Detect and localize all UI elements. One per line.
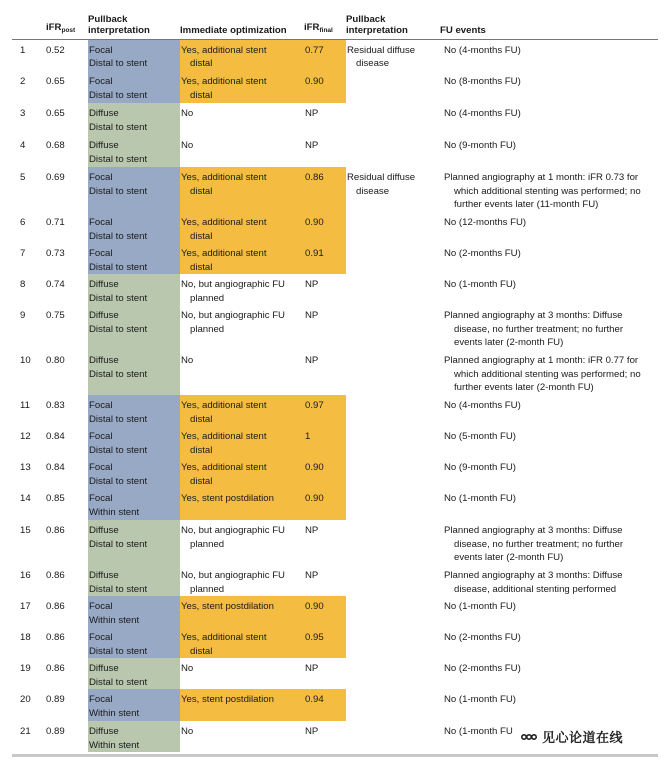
header-ifr-post-sub: post <box>61 26 76 34</box>
fu-events-text: No (2-months FU) <box>444 663 521 674</box>
fu-events-text: No (1-month FU) <box>444 694 516 705</box>
pullback-pattern: Focal <box>89 217 113 228</box>
pullback-interpretation-cell <box>88 71 180 103</box>
fu-events-cell <box>440 350 658 395</box>
immediate-optimization-cell <box>180 721 304 752</box>
table-header <box>12 9 658 39</box>
pullback-pattern: Focal <box>89 632 113 643</box>
pullback-interpretation-cell <box>88 520 180 565</box>
optimization-text: Yes, additional stent <box>181 172 267 183</box>
pullback-interpretation-cell <box>88 457 180 488</box>
fu-events-cell <box>440 520 658 565</box>
pullback-location: Distal to stent <box>89 89 148 101</box>
pullback-interpretation-cell <box>88 395 180 426</box>
fu-events-text: No (8-months FU) <box>444 76 521 87</box>
pullback-interpretation-cell <box>88 596 180 627</box>
table-row <box>12 488 658 520</box>
ifr-post-value: 0.68 <box>46 140 65 151</box>
pullback-final-cell <box>346 426 440 457</box>
pullback-final-text-cont: disease <box>356 58 390 69</box>
fu-events-cell <box>440 488 658 520</box>
header-row <box>12 9 658 39</box>
table-row <box>12 565 658 596</box>
ifr-final-value: NP <box>305 663 319 674</box>
pullback-final-cell <box>346 395 440 426</box>
optimization-text-cont: distal <box>190 645 213 657</box>
table-row <box>12 167 658 212</box>
row-number: 21 <box>20 726 31 737</box>
pullback-final-cell <box>346 565 440 596</box>
row-number: 9 <box>20 310 26 321</box>
fu-events-text: Planned angiography at 1 month: iFR 0.77 for <box>444 355 639 366</box>
optimization-text: Yes, additional stent <box>181 44 267 56</box>
results-table-container <box>12 9 658 757</box>
fu-events-cell <box>440 243 658 274</box>
table-row <box>12 457 658 488</box>
optimization-text: Yes, additional stent <box>181 462 267 473</box>
pullback-pattern: Focal <box>89 248 113 259</box>
table-row <box>12 658 658 689</box>
optimization-text: Yes, additional stent <box>181 76 267 87</box>
optimization-text: Yes, additional stent <box>181 248 267 259</box>
table-row <box>12 520 658 565</box>
header-number <box>12 9 46 39</box>
row-number: 4 <box>20 140 26 151</box>
pullback-pattern: Focal <box>89 400 113 411</box>
pullback-pattern: Focal <box>89 601 113 612</box>
immediate-optimization-cell <box>180 71 304 103</box>
optimization-text: No, but angiographic FU <box>181 310 285 321</box>
wechat-icon <box>520 730 538 744</box>
ifr-final-value: 0.95 <box>304 627 346 658</box>
pullback-interpretation-cell <box>88 426 180 457</box>
pullback-location: Distal to stent <box>89 58 148 69</box>
optimization-text-cont: planned <box>190 292 225 304</box>
fu-events-text: Planned angiography at 3 months: Diffuse <box>444 525 623 536</box>
optimization-text-cont: planned <box>190 538 225 550</box>
optimization-text: Yes, stent postdilation <box>181 493 274 504</box>
optimization-text-cont: planned <box>190 583 225 595</box>
immediate-optimization-cell <box>180 212 304 243</box>
optimization-text-cont: distal <box>190 230 213 242</box>
pullback-pattern: Diffuse <box>89 310 119 321</box>
pullback-final-cell <box>346 350 440 395</box>
fu-events-text: No (2-months FU) <box>444 248 521 259</box>
pullback-final-cell <box>346 305 440 350</box>
pullback-interpretation-cell <box>88 565 180 596</box>
ifr-final-value: 0.86 <box>304 167 346 212</box>
fu-events-cell <box>440 565 658 596</box>
immediate-optimization-cell <box>180 689 304 721</box>
ifr-final-value: NP <box>305 108 319 119</box>
header-ifr-post-main: iFR <box>46 21 62 33</box>
fu-events-text: No (9-month FU) <box>444 462 516 473</box>
pullback-final-cell <box>346 457 440 488</box>
pullback-final-cell <box>346 103 440 135</box>
fu-events-text-cont: further events later (2-month FU) <box>454 382 594 393</box>
pullback-location: Distal to stent <box>89 292 148 304</box>
immediate-optimization-cell <box>180 305 304 350</box>
ifr-post-value: 0.83 <box>46 400 65 411</box>
immediate-optimization-cell <box>180 167 304 212</box>
pullback-pattern: Diffuse <box>89 726 119 737</box>
optimization-text-cont: distal <box>190 475 213 487</box>
results-table <box>12 9 658 752</box>
header-immediate-optimization: Immediate optimization <box>180 24 287 36</box>
pullback-location: Distal to stent <box>89 368 148 380</box>
row-number: 2 <box>20 76 26 87</box>
pullback-location: Within stent <box>89 614 140 626</box>
pullback-interpretation-cell <box>88 243 180 274</box>
ifr-final-value: 0.90 <box>304 488 346 520</box>
fu-events-text: No (2-months FU) <box>444 632 521 643</box>
table-row <box>12 71 658 103</box>
pullback-pattern: Focal <box>89 493 113 504</box>
pullback-final-cell <box>346 689 440 721</box>
ifr-final-value: 0.90 <box>304 596 346 627</box>
fu-events-text: No (12-months FU) <box>444 217 527 228</box>
table-row <box>12 103 658 135</box>
table-row <box>12 689 658 721</box>
pullback-interpretation-cell <box>88 167 180 212</box>
optimization-text: Yes, additional stent <box>181 217 267 228</box>
pullback-final-cell <box>346 658 440 689</box>
ifr-post-value: 0.86 <box>46 663 65 674</box>
pullback-final-cell <box>346 39 440 71</box>
watermark-text: 见心论道在线 <box>542 730 624 745</box>
table-row <box>12 135 658 167</box>
optimization-text-cont: planned <box>190 323 225 335</box>
ifr-post-value: 0.75 <box>46 310 65 321</box>
header-ifr-final <box>304 9 346 39</box>
pullback-interpretation-cell <box>88 627 180 658</box>
fu-events-cell <box>440 689 658 721</box>
pullback-interpretation-cell <box>88 103 180 135</box>
pullback-pattern: Focal <box>89 44 113 56</box>
immediate-optimization-cell <box>180 395 304 426</box>
immediate-optimization-cell <box>180 39 304 71</box>
ifr-post-value: 0.89 <box>46 694 65 705</box>
optimization-text-cont: distal <box>190 89 213 101</box>
pullback-final-cell <box>346 71 440 103</box>
pullback-location: Distal to stent <box>89 261 148 273</box>
immediate-optimization-cell <box>180 103 304 135</box>
pullback-interpretation-cell <box>88 39 180 71</box>
pullback-location: Distal to stent <box>89 121 148 133</box>
pullback-interpretation-cell <box>88 658 180 689</box>
pullback-final-cell <box>346 212 440 243</box>
fu-events-cell <box>440 167 658 212</box>
optimization-text: Yes, stent postdilation <box>181 694 274 705</box>
pullback-final-cell <box>346 167 440 212</box>
pullback-final-cell <box>346 488 440 520</box>
ifr-post-value: 0.52 <box>46 44 65 56</box>
pullback-location: Within stent <box>89 707 140 719</box>
fu-events-text: Planned angiography at 3 months: Diffuse <box>444 570 623 581</box>
immediate-optimization-cell <box>180 274 304 305</box>
fu-events-text: No (9-month FU) <box>444 140 516 151</box>
pullback-interpretation-cell <box>88 135 180 167</box>
ifr-post-value: 0.86 <box>46 525 65 536</box>
pullback-final-cell <box>346 274 440 305</box>
cropped-caption-strip <box>0 0 668 6</box>
ifr-final-value: 0.90 <box>304 457 346 488</box>
ifr-post-value: 0.86 <box>46 570 65 581</box>
row-number: 18 <box>20 632 31 643</box>
pullback-location: Distal to stent <box>89 413 148 425</box>
row-number: 3 <box>20 108 26 119</box>
pullback-pattern: Diffuse <box>89 140 119 151</box>
ifr-final-value: 0.91 <box>304 243 346 274</box>
fu-events-text: No (1-month FU) <box>444 279 516 290</box>
row-number: 15 <box>20 525 31 536</box>
ifr-final-value: 0.90 <box>304 71 346 103</box>
row-number: 12 <box>20 431 31 442</box>
optimization-text: No, but angiographic FU <box>181 525 285 536</box>
fu-events-text: Planned angiography at 1 month: iFR 0.73 for <box>444 172 639 183</box>
pullback-location: Distal to stent <box>89 444 148 456</box>
pullback-pattern: Diffuse <box>89 355 119 366</box>
immediate-optimization-cell <box>180 658 304 689</box>
optimization-text: No <box>181 726 194 737</box>
pullback-location: Distal to stent <box>89 185 148 197</box>
optimization-text: Yes, stent postdilation <box>181 601 274 612</box>
pullback-interpretation-cell <box>88 721 180 752</box>
immediate-optimization-cell <box>180 565 304 596</box>
header-ifr-final-sub: final <box>319 26 333 34</box>
fu-events-text-cont: events later (2-month FU) <box>454 337 564 348</box>
table-row <box>12 350 658 395</box>
fu-events-text-cont: which additional stenting was performed; no <box>454 368 641 380</box>
immediate-optimization-cell <box>180 457 304 488</box>
ifr-post-value: 0.65 <box>46 108 65 119</box>
immediate-optimization-cell <box>180 426 304 457</box>
immediate-optimization-cell <box>180 596 304 627</box>
pullback-interpretation-cell <box>88 305 180 350</box>
table-row <box>12 305 658 350</box>
pullback-final-cell <box>346 627 440 658</box>
optimization-text-cont: distal <box>190 413 213 425</box>
optimization-text: No <box>181 140 194 151</box>
fu-events-text: No (1-month FU) <box>444 493 516 504</box>
header-pullback-interpretation-final: Pullback interpretation <box>346 13 408 36</box>
optimization-text-cont: distal <box>190 444 213 456</box>
pullback-pattern: Diffuse <box>89 663 119 674</box>
optimization-text: Yes, additional stent <box>181 632 267 643</box>
optimization-text: Yes, additional stent <box>181 400 267 411</box>
immediate-optimization-cell <box>180 135 304 167</box>
pullback-final-text: Residual diffuse <box>347 172 416 183</box>
pullback-location: Distal to stent <box>89 153 148 165</box>
pullback-final-cell <box>346 520 440 565</box>
optimization-text: Yes, additional stent <box>181 431 267 442</box>
pullback-interpretation-cell <box>88 212 180 243</box>
fu-events-text-cont: disease, no further treatment; no further <box>454 323 624 335</box>
immediate-optimization-cell <box>180 350 304 395</box>
ifr-final-value: NP <box>305 726 319 737</box>
row-number: 11 <box>20 400 30 411</box>
optimization-text-cont: distal <box>190 261 213 273</box>
ifr-final-value: 0.90 <box>304 212 346 243</box>
header-ifr-post <box>46 9 88 39</box>
fu-events-cell <box>440 103 658 135</box>
ifr-final-value: NP <box>305 140 319 151</box>
ifr-post-value: 0.86 <box>46 632 65 643</box>
table-row <box>12 274 658 305</box>
pullback-final-text: Residual diffuse <box>347 44 416 56</box>
immediate-optimization-cell <box>180 627 304 658</box>
pullback-interpretation-cell <box>88 689 180 721</box>
ifr-post-value: 0.89 <box>46 726 65 737</box>
table-row <box>12 627 658 658</box>
table-bottom-rule <box>12 754 658 757</box>
fu-events-cell <box>440 135 658 167</box>
row-number: 13 <box>20 462 31 473</box>
ifr-post-value: 0.69 <box>46 172 65 183</box>
fu-events-text: No (1-month FU) <box>444 601 516 612</box>
ifr-post-value: 0.74 <box>46 279 65 290</box>
fu-events-text: No (1-month FU <box>444 726 513 737</box>
ifr-post-value: 0.86 <box>46 601 65 612</box>
fu-events-text: No (4-months FU) <box>444 400 521 411</box>
optimization-text: No <box>181 663 194 674</box>
table-body <box>12 39 658 752</box>
fu-events-text-cont: disease, no further treatment; no further <box>454 538 624 550</box>
ifr-post-value: 0.84 <box>46 431 65 442</box>
optimization-text: No <box>181 355 194 366</box>
pullback-pattern: Focal <box>89 462 113 473</box>
row-number: 10 <box>20 355 31 366</box>
ifr-post-value: 0.65 <box>46 76 65 87</box>
pullback-interpretation-cell <box>88 488 180 520</box>
fu-events-cell <box>440 305 658 350</box>
fu-events-text: No (4-months FU) <box>444 44 521 56</box>
pullback-location: Distal to stent <box>89 230 148 242</box>
ifr-post-value: 0.84 <box>46 462 65 473</box>
fu-events-cell <box>440 658 658 689</box>
ifr-post-value: 0.85 <box>46 493 65 504</box>
row-number: 14 <box>20 493 31 504</box>
fu-events-text-cont: events later (2-month FU) <box>454 552 564 563</box>
ifr-post-value: 0.73 <box>46 248 65 259</box>
row-number: 19 <box>20 663 31 674</box>
fu-events-cell <box>440 596 658 627</box>
ifr-final-value: NP <box>305 279 319 290</box>
row-number: 8 <box>20 279 26 290</box>
ifr-final-value: 0.97 <box>304 395 346 426</box>
pullback-location: Distal to stent <box>89 538 148 550</box>
row-number: 1 <box>20 44 26 56</box>
pullback-location: Within stent <box>89 739 140 751</box>
pullback-pattern: Focal <box>89 694 113 705</box>
table-row <box>12 243 658 274</box>
pullback-pattern: Diffuse <box>89 279 119 290</box>
pullback-final-cell <box>346 596 440 627</box>
pullback-final-cell <box>346 135 440 167</box>
ifr-final-value: 0.77 <box>304 39 346 71</box>
table-row <box>12 39 658 71</box>
fu-events-cell <box>440 395 658 426</box>
ifr-final-value: NP <box>305 355 319 366</box>
fu-events-cell <box>440 71 658 103</box>
pullback-final-cell <box>346 721 440 752</box>
header-ifr-final-main: iFR <box>304 21 320 33</box>
ifr-post-value: 0.71 <box>46 217 65 228</box>
ifr-final-value: NP <box>305 570 319 581</box>
table-row <box>12 395 658 426</box>
fu-events-cell <box>440 39 658 71</box>
table-row <box>12 212 658 243</box>
pullback-interpretation-cell <box>88 274 180 305</box>
row-number: 5 <box>20 172 26 183</box>
row-number: 6 <box>20 217 26 228</box>
ifr-final-value: NP <box>305 310 319 321</box>
fu-events-cell <box>440 627 658 658</box>
immediate-optimization-cell <box>180 243 304 274</box>
pullback-location: Distal to stent <box>89 323 148 335</box>
optimization-text-cont: distal <box>190 185 213 197</box>
header-pullback-interpretation: Pullback interpretation <box>88 13 150 36</box>
pullback-pattern: Diffuse <box>89 570 119 581</box>
pullback-location: Distal to stent <box>89 645 148 657</box>
fu-events-text: No (4-months FU) <box>444 108 521 119</box>
ifr-final-value: 1 <box>304 426 346 457</box>
immediate-optimization-cell <box>180 488 304 520</box>
row-number: 17 <box>20 601 31 612</box>
pullback-interpretation-cell <box>88 350 180 395</box>
watermark <box>520 727 623 746</box>
pullback-location: Distal to stent <box>89 583 148 595</box>
pullback-final-cell <box>346 243 440 274</box>
optimization-text: No, but angiographic FU <box>181 279 285 290</box>
pullback-pattern: Focal <box>89 172 113 183</box>
fu-events-text: No (5-month FU) <box>444 431 516 442</box>
pullback-location: Within stent <box>89 506 140 518</box>
ifr-post-value: 0.80 <box>46 355 65 366</box>
pullback-pattern: Focal <box>89 431 113 442</box>
fu-events-cell <box>440 426 658 457</box>
row-number: 16 <box>20 570 31 581</box>
table-row <box>12 596 658 627</box>
fu-events-text-cont: disease, additional stenting performed <box>454 583 617 595</box>
pullback-pattern: Diffuse <box>89 525 119 536</box>
fu-events-text: Planned angiography at 3 months: Diffuse <box>444 310 623 321</box>
table-row <box>12 426 658 457</box>
optimization-text: No <box>181 108 194 119</box>
pullback-location: Distal to stent <box>89 676 148 688</box>
row-number: 7 <box>20 248 26 259</box>
optimization-text: No, but angiographic FU <box>181 570 285 581</box>
fu-events-text-cont: further events later (11-month FU) <box>454 199 599 210</box>
pullback-location: Distal to stent <box>89 475 148 487</box>
immediate-optimization-cell <box>180 520 304 565</box>
fu-events-cell <box>440 457 658 488</box>
row-number: 20 <box>20 694 31 705</box>
pullback-pattern: Focal <box>89 76 113 87</box>
pullback-final-text-cont: disease <box>356 185 390 197</box>
ifr-final-value: 0.94 <box>304 689 346 721</box>
fu-events-cell <box>440 274 658 305</box>
fu-events-text-cont: which additional stenting was performed; no <box>454 185 641 197</box>
header-fu-events: FU events <box>440 24 486 36</box>
ifr-final-value: NP <box>305 525 319 536</box>
optimization-text-cont: distal <box>190 58 213 69</box>
pullback-pattern: Diffuse <box>89 108 119 119</box>
fu-events-cell <box>440 212 658 243</box>
